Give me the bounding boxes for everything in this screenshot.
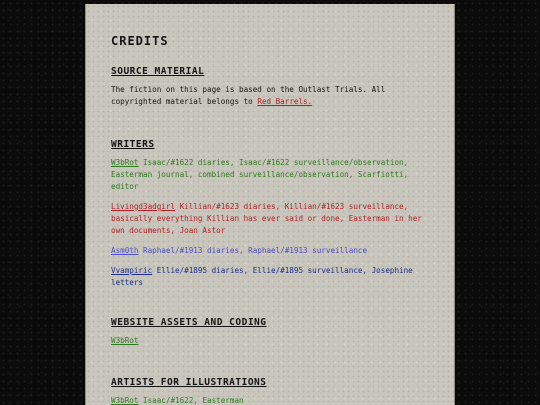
- red-barrels-link[interactable]: Red Barrels.: [257, 97, 313, 106]
- source-material-text: [111, 84, 433, 108]
- writers-section: [111, 139, 433, 289]
- credits-paper: [85, 4, 455, 405]
- artist-entry-w3brot: [111, 395, 433, 405]
- website-credit-link-w3brot[interactable]: W3bRot: [111, 336, 139, 345]
- credits-content: [111, 34, 433, 405]
- source-material-heading: SOURCE MATERIAL: [111, 66, 205, 77]
- writer-entry-vvampiric: [111, 265, 433, 289]
- writer-credits-w3brot: Isaac/#1622 diaries, Isaac/#1622 surveillance/observation, Easterman journal, combined surveillance/observation, Scarfiotti, editor: [111, 158, 409, 191]
- writer-credits-asm0th: Raphael/#1913 diaries, Raphael/#1913 surveillance: [138, 246, 368, 255]
- source-text-before: The fiction on this page is based on the Outlast Trials. All copyrighted material belongs to: [111, 85, 386, 106]
- writer-link-vvampiric[interactable]: Vvampiric: [111, 266, 153, 275]
- artist-credits-w3brot: Isaac/#1622, Easterman: [138, 396, 244, 405]
- writer-credits-vvampiric: Ellie/#1895 diaries, Ellie/#1895 surveillance, Josephine letters: [111, 266, 413, 287]
- artists-section: [111, 377, 433, 405]
- source-material-section: [111, 66, 433, 108]
- artist-link-w3brot[interactable]: W3bRot: [111, 396, 139, 405]
- website-heading: WEBSITE ASSETS AND CODING: [111, 317, 267, 328]
- writer-entry-livingd3adgirl: [111, 201, 433, 237]
- writers-heading: WRITERS: [111, 139, 155, 150]
- artists-heading: ARTISTS FOR ILLUSTRATIONS: [111, 377, 267, 388]
- website-section: [111, 317, 433, 347]
- website-credit: [111, 335, 433, 347]
- writer-link-w3brot[interactable]: W3bRot: [111, 158, 139, 167]
- writer-link-asm0th[interactable]: Asm0th: [111, 246, 139, 255]
- writer-entry-asm0th: [111, 245, 433, 257]
- writer-credits-livingd3adgirl: Killian/#1623 diaries, Killian/#1623 surveillance, basically everything Killian has ever said or done, Easterman in her own documents, Joan Astor: [111, 202, 422, 235]
- writer-link-livingd3adgirl[interactable]: Livingd3adgirl: [111, 202, 176, 211]
- writer-entry-w3brot: [111, 157, 433, 193]
- page-title: CREDITS: [111, 34, 169, 48]
